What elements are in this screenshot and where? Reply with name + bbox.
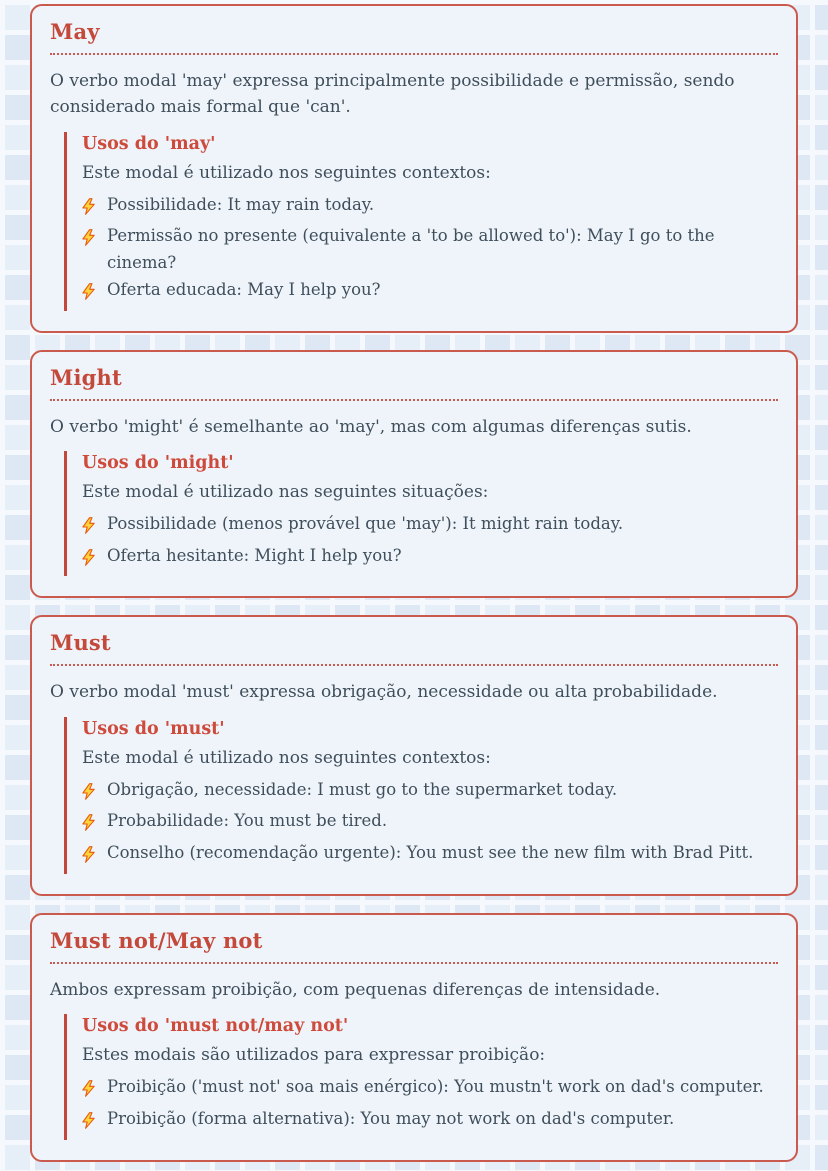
card-title: May (50, 19, 778, 55)
card-description: O verbo modal 'must' expressa obrigação, necessidade ou alta probabilidade. (50, 682, 718, 703)
list-item-text: Proibição (forma alternativa): You may not work on dad's computer. (107, 1108, 675, 1128)
card-description: O verbo 'might' é semelhante ao 'may', mas com algumas diferenças sutis. (50, 416, 692, 437)
usage-title: Usos do 'must' (82, 718, 225, 739)
usage-intro: Estes modais são utilizados para expressar proibição: (82, 1045, 546, 1066)
usage-subsection (64, 451, 778, 576)
lightning-bolt-icon (82, 1111, 95, 1138)
usage-list (82, 777, 778, 872)
list-item-text: Proibição ('must not' soa mais enérgico): You mustn't work on dad's computer. (107, 1077, 764, 1097)
list-item (82, 543, 778, 575)
list-item (82, 1074, 778, 1106)
list-item (82, 840, 778, 872)
lightning-bolt-icon (82, 197, 95, 224)
list-item (82, 511, 778, 543)
usage-subsection (64, 717, 778, 874)
lightning-bolt-icon (82, 1079, 95, 1106)
lightning-bolt-icon (82, 282, 95, 309)
lightning-bolt-icon (82, 782, 95, 809)
list-item-text: Possibilidade (menos provável que 'may'): It might rain today. (107, 513, 624, 533)
list-item (82, 223, 778, 276)
lightning-bolt-icon (82, 516, 95, 543)
card-title: Must (50, 630, 778, 666)
lightning-bolt-icon (82, 845, 95, 872)
list-item-text: Probabilidade: You must be tired. (107, 811, 388, 831)
list-item-text: Obrigação, necessidade: I must go to the supermarket today. (107, 779, 618, 799)
list-item (82, 808, 778, 840)
card-may (30, 4, 798, 333)
card-title: Must not/May not (50, 928, 778, 964)
lightning-bolt-icon (82, 548, 95, 575)
list-item (82, 192, 778, 224)
usage-subsection (64, 132, 778, 311)
lightning-bolt-icon (82, 813, 95, 840)
usage-title: Usos do 'must not/may not' (82, 1016, 349, 1037)
usage-intro: Este modal é utilizado nos seguintes contextos: (82, 747, 491, 768)
card-description: O verbo modal 'may' expressa principalmente possibilidade e permissão, sendo considerado mais formal que 'can'. (50, 71, 735, 118)
card-must (30, 615, 798, 896)
list-item-text: Permissão no presente (equivalente a 'to be allowed to'): May I go to the cinema? (107, 226, 715, 273)
list-item-text: Oferta hesitante: Might I help you? (107, 545, 402, 565)
list-item (82, 277, 778, 309)
card-might (30, 350, 798, 599)
list-item (82, 1106, 778, 1138)
card-title: Might (50, 365, 778, 401)
lightning-bolt-icon (82, 228, 95, 255)
card-must-not-may-not (30, 913, 798, 1162)
usage-list (82, 511, 778, 574)
usage-intro: Este modal é utilizado nas seguintes situações: (82, 481, 489, 502)
usage-title: Usos do 'might' (82, 452, 234, 473)
list-item (82, 777, 778, 809)
usage-list (82, 192, 778, 309)
list-item-text: Oferta educada: May I help you? (107, 279, 381, 299)
usage-intro: Este modal é utilizado nos seguintes contextos: (82, 162, 491, 183)
usage-list (82, 1074, 778, 1137)
list-item-text: Possibilidade: It may rain today. (107, 194, 375, 214)
card-description: Ambos expressam proibição, com pequenas diferenças de intensidade. (50, 979, 661, 1000)
usage-subsection (64, 1014, 778, 1139)
usage-title: Usos do 'may' (82, 133, 216, 154)
list-item-text: Conselho (recomendação urgente): You must see the new film with Brad Pitt. (107, 843, 754, 863)
